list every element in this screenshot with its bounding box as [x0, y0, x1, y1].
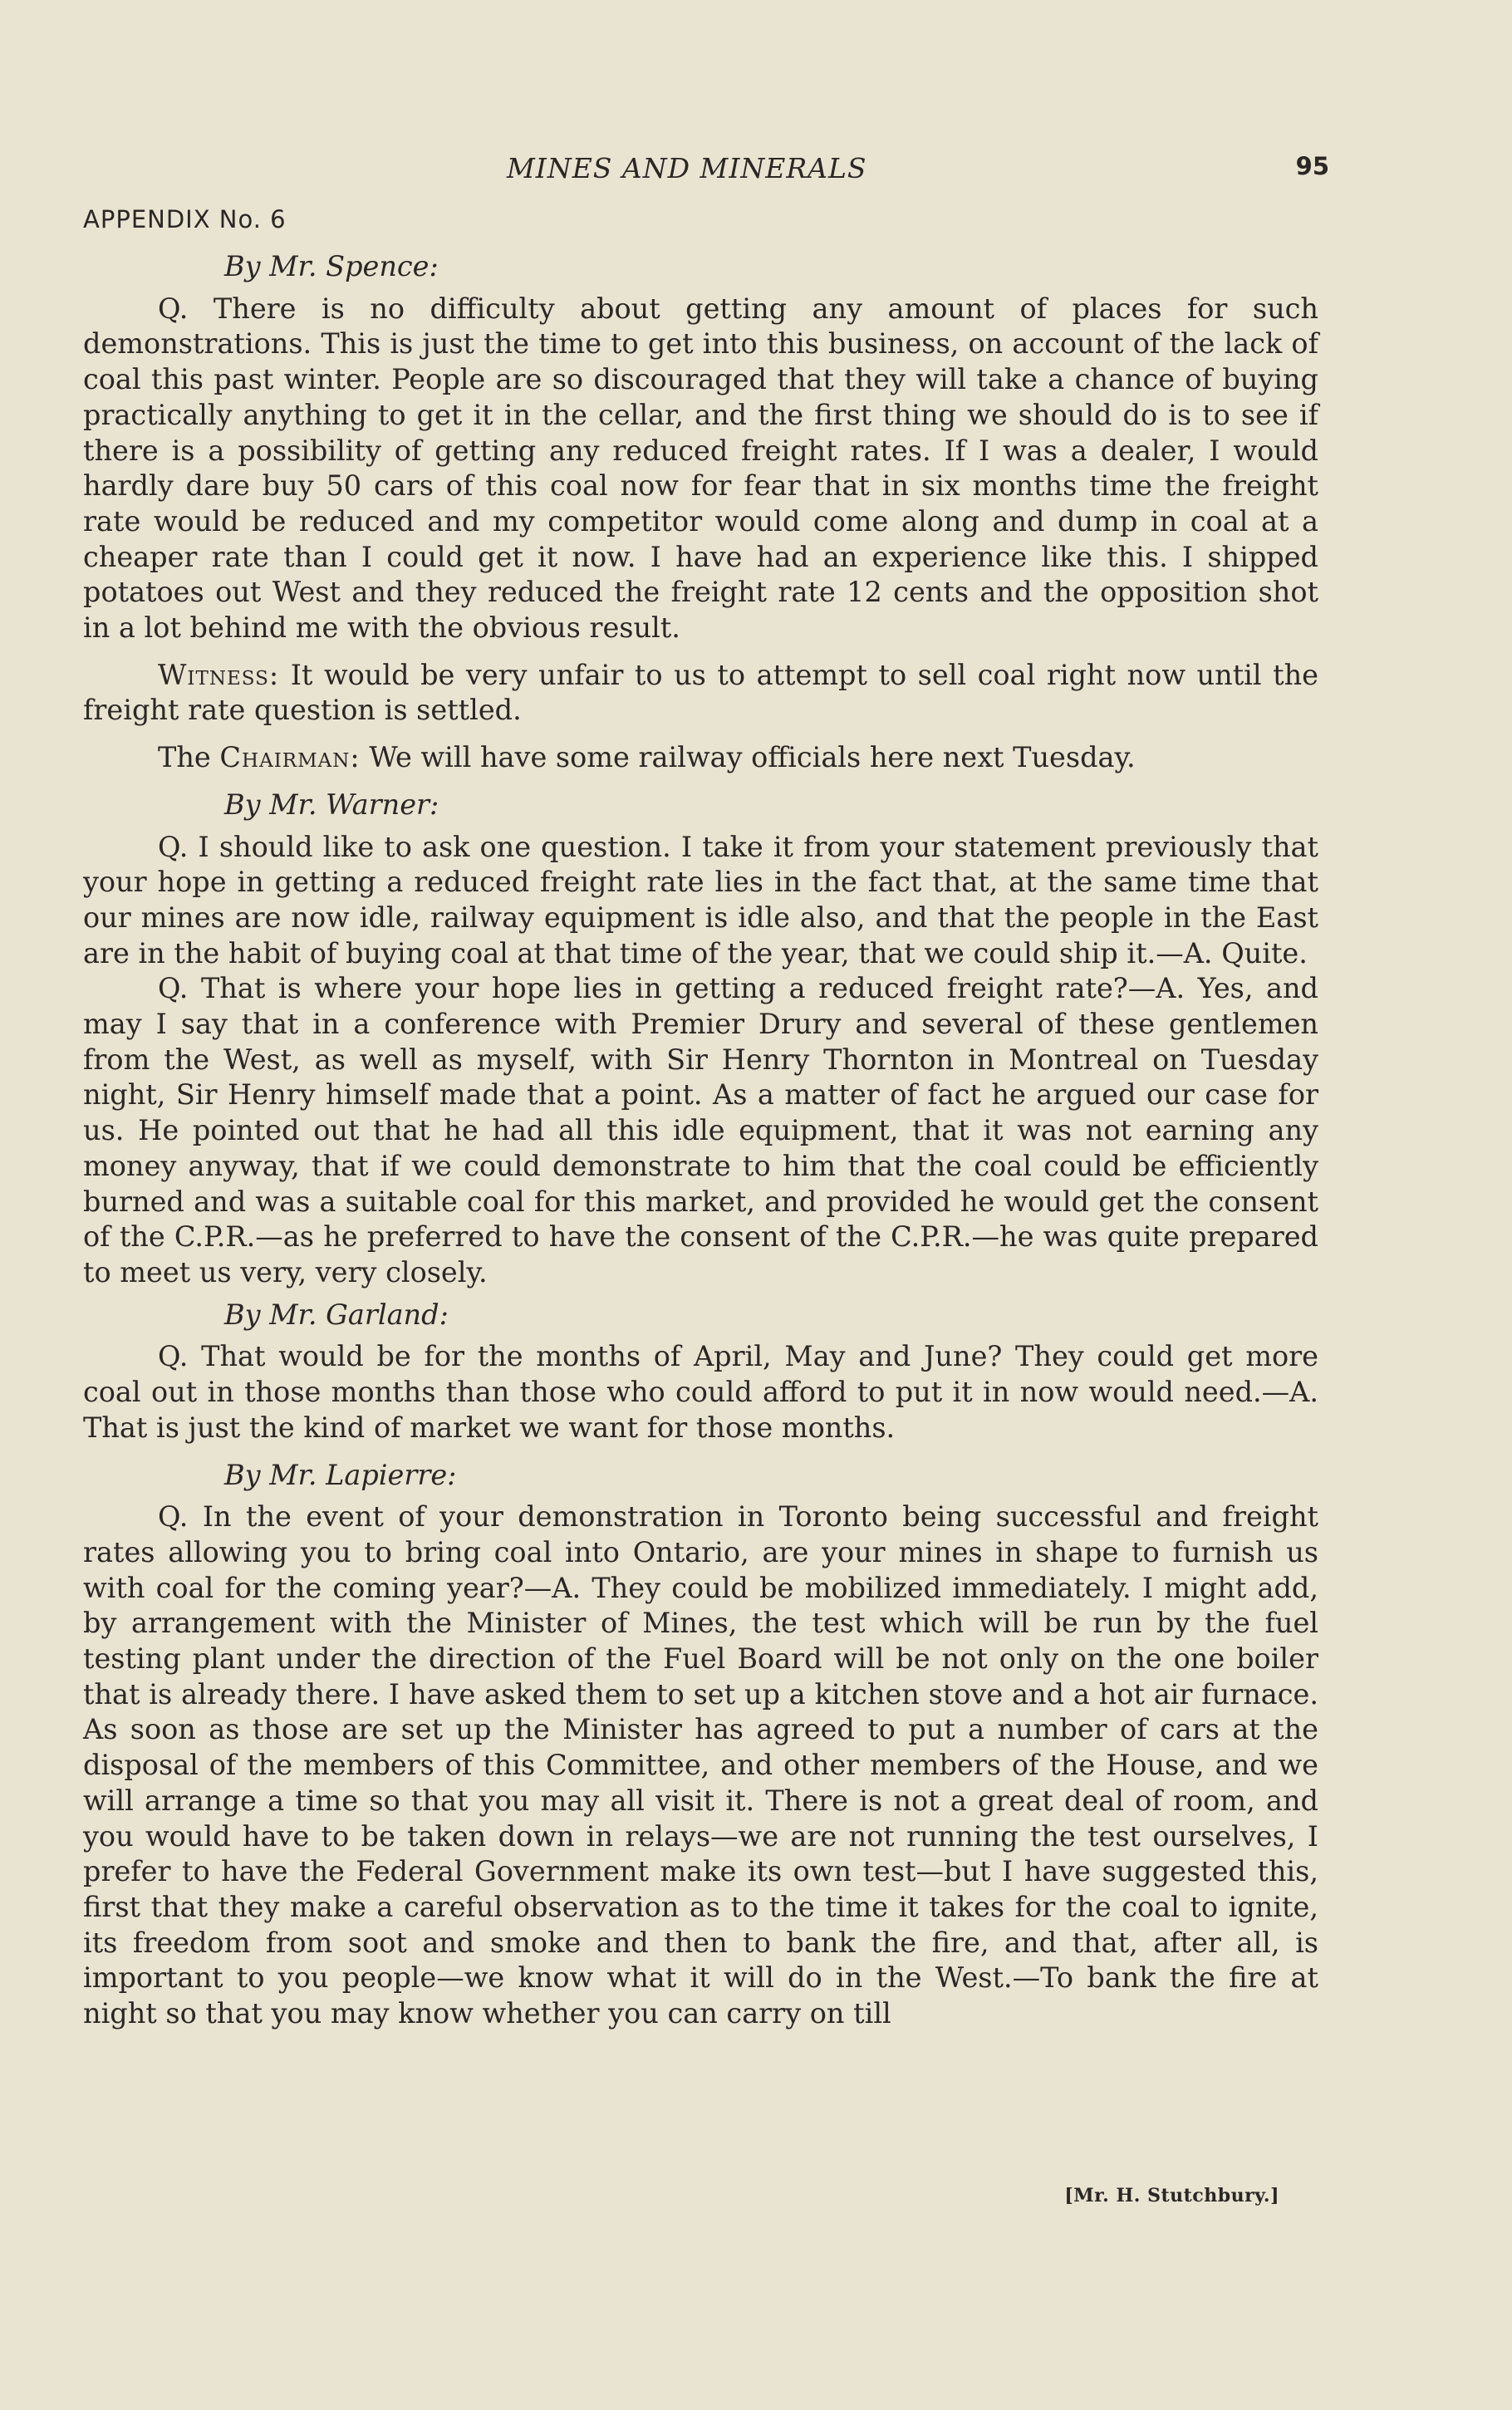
paragraph-chairman — [83, 740, 1318, 776]
page-header — [83, 152, 1329, 194]
chairman-text: We will have some railway officials here next Tuesday. — [360, 741, 1136, 774]
section-heading-spence: By Mr. Spence: — [224, 250, 439, 282]
paragraph-lapierre-q1: Q. In the event of your demonstration in Toronto being successful and freight rates allowing you to bring coal into Ontario, are your mines in shape to furnish us with coal for the coming year?—A. They could be mobilized immediately. I might add, by arrangement with the Minister of Mines, the test which will be run by the fuel testing plant under the direction of the Fuel Board will be not only on the one boiler that is already there. I have asked them to set up a kitchen stove and a hot air furnace. As soon as those are set up the Minister has agreed to put a number of cars at the disposal of the members of this Committee, and other members of the House, and we will arrange a time so that you may all visit it. There is not a great deal of room, and you would have to be taken down in relays—we are not running the test ourselves, I prefer to have the Federal Government make its own test—but I have suggested this, first that they make a careful observation as to the time it takes for the coal to ignite, its freedom from soot and smoke and then to bank the fire, and that, after all, is important to you people—we know what it will do in the West.—To bank the fire at night so that you may know whether you can carry on till — [83, 1500, 1318, 2030]
paragraph-garland-q1: Q. That would be for the months of April, May and June? They could get more coal out in those months than those who could afford to put it in now would need.—A. That is just the kind of market we want for those months. — [83, 1340, 1318, 1444]
paragraph-warner-q1: Q. I should like to ask one question. I take it from your statement previously that your hope in getting a reduced freight rate lies in the fact that, at the same time that our mines are now idle, railway equipment is idle also, and that the people in the East are in the habit of buying coal at that time of the year, that we could ship it.—A. Quite. — [83, 830, 1318, 969]
page-body — [83, 249, 1318, 2032]
paragraph-witness — [83, 658, 1318, 729]
paragraph-warner-q2: Q. That is where your hope lies in getting a reduced freight rate?—A. Yes, and may I say that in a conference with Premier Drury and several of these gentlemen from the West, as well as myself, with Sir Henry Thornton in Montreal on Tuesday night, Sir Henry himself made that a point. As a matter of fact he argued our case for us. He pointed out that he had all this idle equipment, that it was not earning any money anyway, that if we could demonstrate to him that the coal could be efficiently burned and was a suitable coal for this market, and provided he would get the consent of the C.P.R.—as he preferred to have the consent of the C.P.R.—he was quite prepared to meet us very, very closely. — [83, 972, 1318, 1288]
section-heading-warner: By Mr. Warner: — [224, 788, 439, 821]
paragraph-spence-question: Q. There is no difficulty about getting any amount of places for such demonstrations. This is just the time to get into this business, on account of the lack of coal this past winter. People are so discouraged that they will take a chance of buying practically anything to get it in the cellar, and the first thing we should do is to see if there is a possibility of getting any reduced freight rates. If I was a dealer, I would hardly dare buy 50 cars of this coal now for fear that in six months time the freight rate would be reduced and my competitor would come along and dump in coal at a cheaper rate than I could get it now. I have had an experience like this. I shipped potatoes out West and they reduced the freight rate 12 cents and the opposition shot in a lot behind me with the obvious result. — [83, 292, 1318, 645]
witness-text: It would be very unfair to us to attempt to sell coal right now until the freight rate question is settled. — [83, 658, 1318, 727]
witness-label: Witness: — [158, 658, 280, 691]
section-heading-garland: By Mr. Garland: — [224, 1298, 449, 1331]
chairman-prefix: The — [158, 741, 220, 774]
appendix-label: APPENDIX No. 6 — [83, 205, 287, 233]
speaker-signature: [Mr. H. Stutchbury.] — [1064, 2185, 1279, 2206]
chairman-label: Chairman: — [219, 741, 361, 774]
page-number: 95 — [1295, 152, 1329, 180]
running-title: MINES AND MINERALS — [507, 152, 867, 184]
section-heading-lapierre: By Mr. Lapierre: — [224, 1458, 457, 1491]
